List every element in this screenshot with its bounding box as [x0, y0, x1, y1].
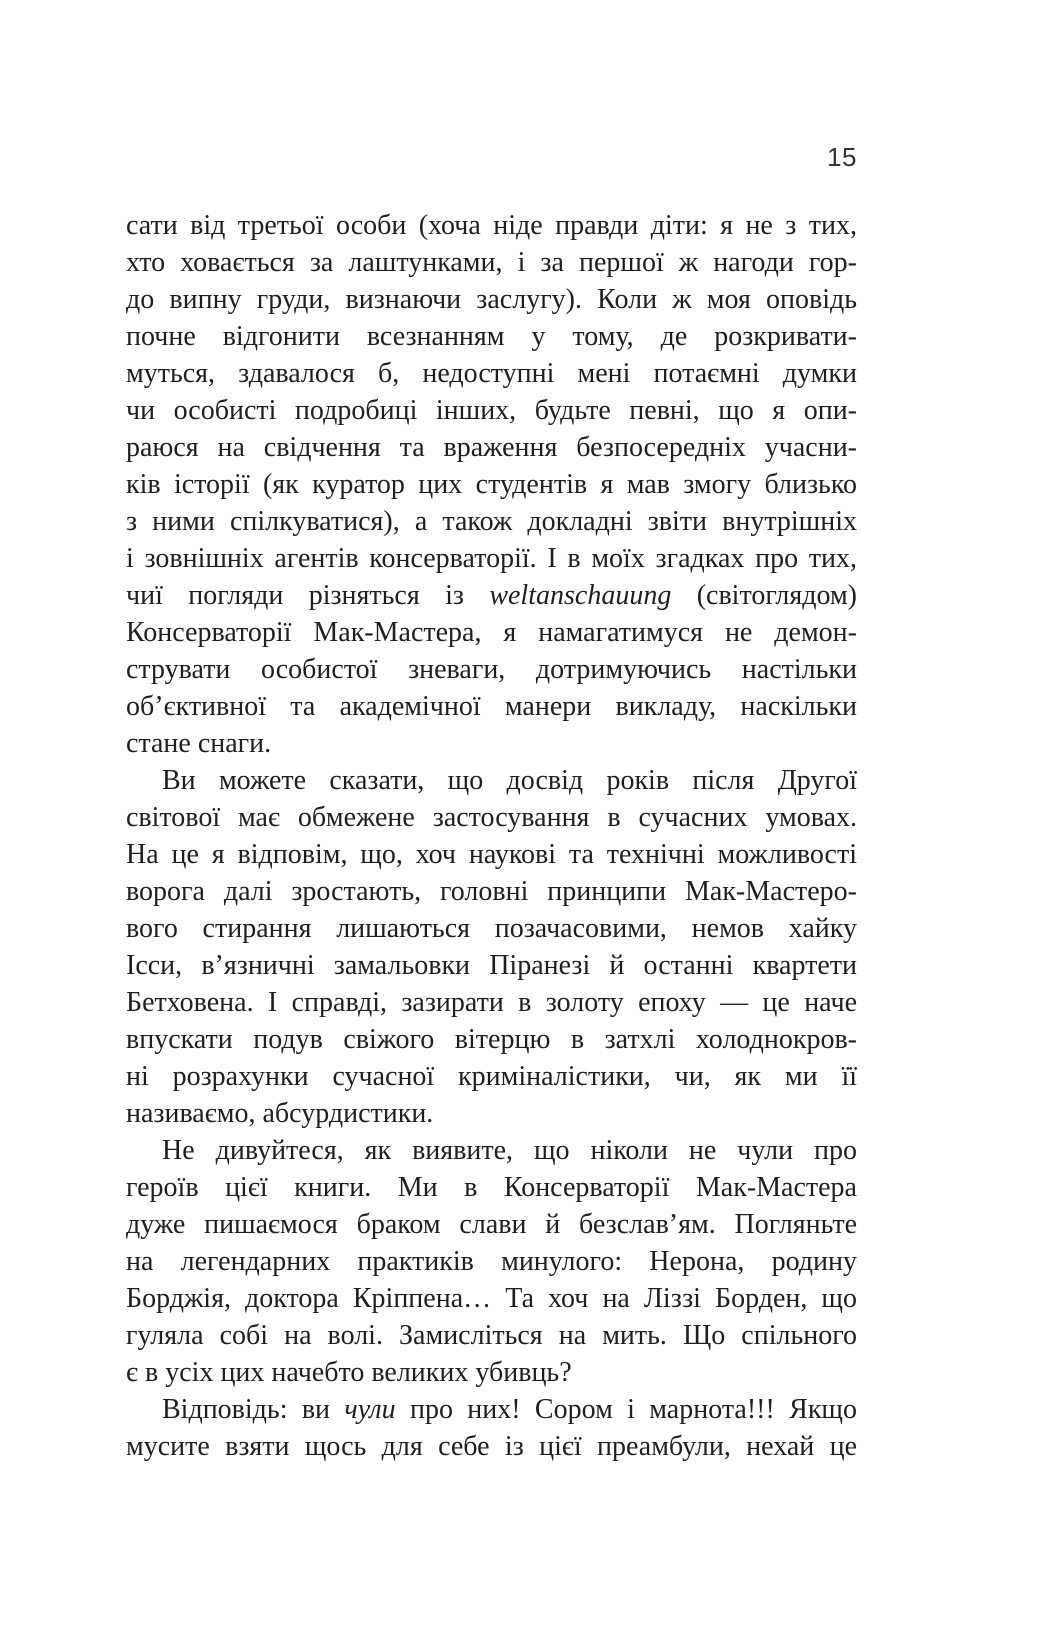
- text-segment: вого стирання лишаються позачасовими, немов хайку: [126, 913, 857, 944]
- text-segment: впускати подув свіжого вітерцю в затхлі холоднокров-: [126, 1024, 857, 1055]
- text-line: [126, 1169, 857, 1206]
- text-line: [126, 688, 857, 725]
- text-line: [126, 244, 857, 281]
- text-segment: з ними спілкуватися), а також докладні звіти внутрішніх: [126, 506, 857, 537]
- text-line: [126, 207, 857, 244]
- italic-text-segment: чули: [344, 1394, 396, 1425]
- text-segment: раюся на свідчення та враження безпосередніх учасни-: [126, 432, 857, 463]
- text-line: [126, 1280, 857, 1317]
- text-segment: світової має обмежене застосування в сучасних умовах.: [126, 802, 857, 833]
- text-line: [126, 355, 857, 392]
- text-segment: (світоглядом): [671, 580, 857, 611]
- text-line: [126, 910, 857, 947]
- text-line: [126, 503, 857, 540]
- text-segment: струвати особистої зневаги, дотримуючись настільки: [126, 654, 857, 685]
- text-segment: дуже пишаємося браком слави й безслав’ям. Погляньте: [126, 1209, 857, 1240]
- text-segment: Не дивуйтеся, як виявите, що ніколи не чули про: [162, 1135, 857, 1166]
- text-line: [126, 1021, 857, 1058]
- text-segment: стане снаги.: [126, 728, 272, 759]
- text-segment: чи особисті подробиці інших, будьте певні, що я опи-: [126, 395, 857, 426]
- text-segment: Борджія, доктора Кріппена… Та хоч на Ліззі Борден, що: [126, 1283, 857, 1314]
- text-segment: до випну груди, визнаючи заслугу). Коли ж моя оповідь: [126, 284, 857, 315]
- text-segment: ків історії (як куратор цих студентів я мав змогу близько: [126, 469, 857, 500]
- text-line: [126, 1354, 857, 1391]
- text-block: [126, 207, 857, 1465]
- text-line: [126, 1058, 857, 1095]
- text-line: [126, 281, 857, 318]
- text-line: [126, 1132, 857, 1169]
- text-line: [126, 577, 857, 614]
- text-line: [126, 799, 857, 836]
- text-segment: мусите взяти щось для себе із цієї преамбули, нехай це: [126, 1431, 857, 1462]
- text-segment: об’єктивної та академічної манери викладу, наскільки: [126, 691, 857, 722]
- text-line: [126, 466, 857, 503]
- text-line: [126, 836, 857, 873]
- text-segment: Відповідь: ви: [162, 1394, 345, 1425]
- text-line: [126, 1206, 857, 1243]
- text-line: [126, 984, 857, 1021]
- text-line: [126, 1243, 857, 1280]
- page-number: 15: [827, 142, 857, 172]
- text-line: [126, 651, 857, 688]
- text-segment: називаємо, абсурдистики.: [126, 1098, 434, 1129]
- text-segment: хто ховається за лаштунками, і за першої ж нагоди гор-: [126, 247, 857, 278]
- text-segment: на легендарних практиків минулого: Нерона, родину: [126, 1246, 857, 1277]
- text-line: [126, 947, 857, 984]
- text-line: [126, 540, 857, 577]
- text-segment: Ви можете сказати, що досвід років після Другої: [162, 765, 857, 796]
- text-line: [126, 429, 857, 466]
- text-line: [126, 762, 857, 799]
- text-segment: сати від третьої особи (хоча ніде правди діти: я не з тих,: [126, 210, 857, 241]
- text-segment: ворога далі зростають, головні принципи Мак-Мастеро-: [126, 876, 857, 907]
- text-segment: і зовнішніх агентів консерваторії. І в моїх згадках про тих,: [126, 543, 857, 574]
- text-line: [126, 725, 857, 762]
- text-line: [126, 873, 857, 910]
- text-segment: Бетховена. І справді, зазирати в золоту епоху — це наче: [126, 987, 857, 1018]
- text-line: [126, 1095, 857, 1132]
- text-segment: є в усіх цих начебто великих убивць?: [126, 1357, 572, 1388]
- text-line: [126, 1428, 857, 1465]
- text-segment: гуляла собі на волі. Замисліться на мить. Що спільного: [126, 1320, 857, 1351]
- text-line: [126, 1317, 857, 1354]
- text-segment: ні розрахунки сучасної криміналістики, чи, як ми її: [126, 1061, 857, 1092]
- italic-text-segment: weltanschauung: [489, 580, 672, 611]
- text-segment: героїв цієї книги. Ми в Консерваторії Мак-Мастера: [126, 1172, 857, 1203]
- text-segment: На це я відповім, що, хоч наукові та технічні можливості: [126, 839, 857, 870]
- text-segment: про них! Сором і марнота!!! Якщо: [395, 1394, 857, 1425]
- text-line: [126, 318, 857, 355]
- text-segment: Ісси, в’язничні замальовки Піранезі й останні квартети: [126, 950, 857, 981]
- text-line: [126, 392, 857, 429]
- text-segment: Консерваторії Мак-Мастера, я намагатимуся не демон-: [126, 617, 857, 648]
- text-segment: чиї погляди різняться із: [126, 580, 490, 611]
- text-line: [126, 614, 857, 651]
- text-segment: муться, здавалося б, недоступні мені потаємні думки: [126, 358, 857, 389]
- text-segment: почне відгонити всезнанням у тому, де розкривати-: [126, 321, 857, 352]
- text-line: [126, 1391, 857, 1428]
